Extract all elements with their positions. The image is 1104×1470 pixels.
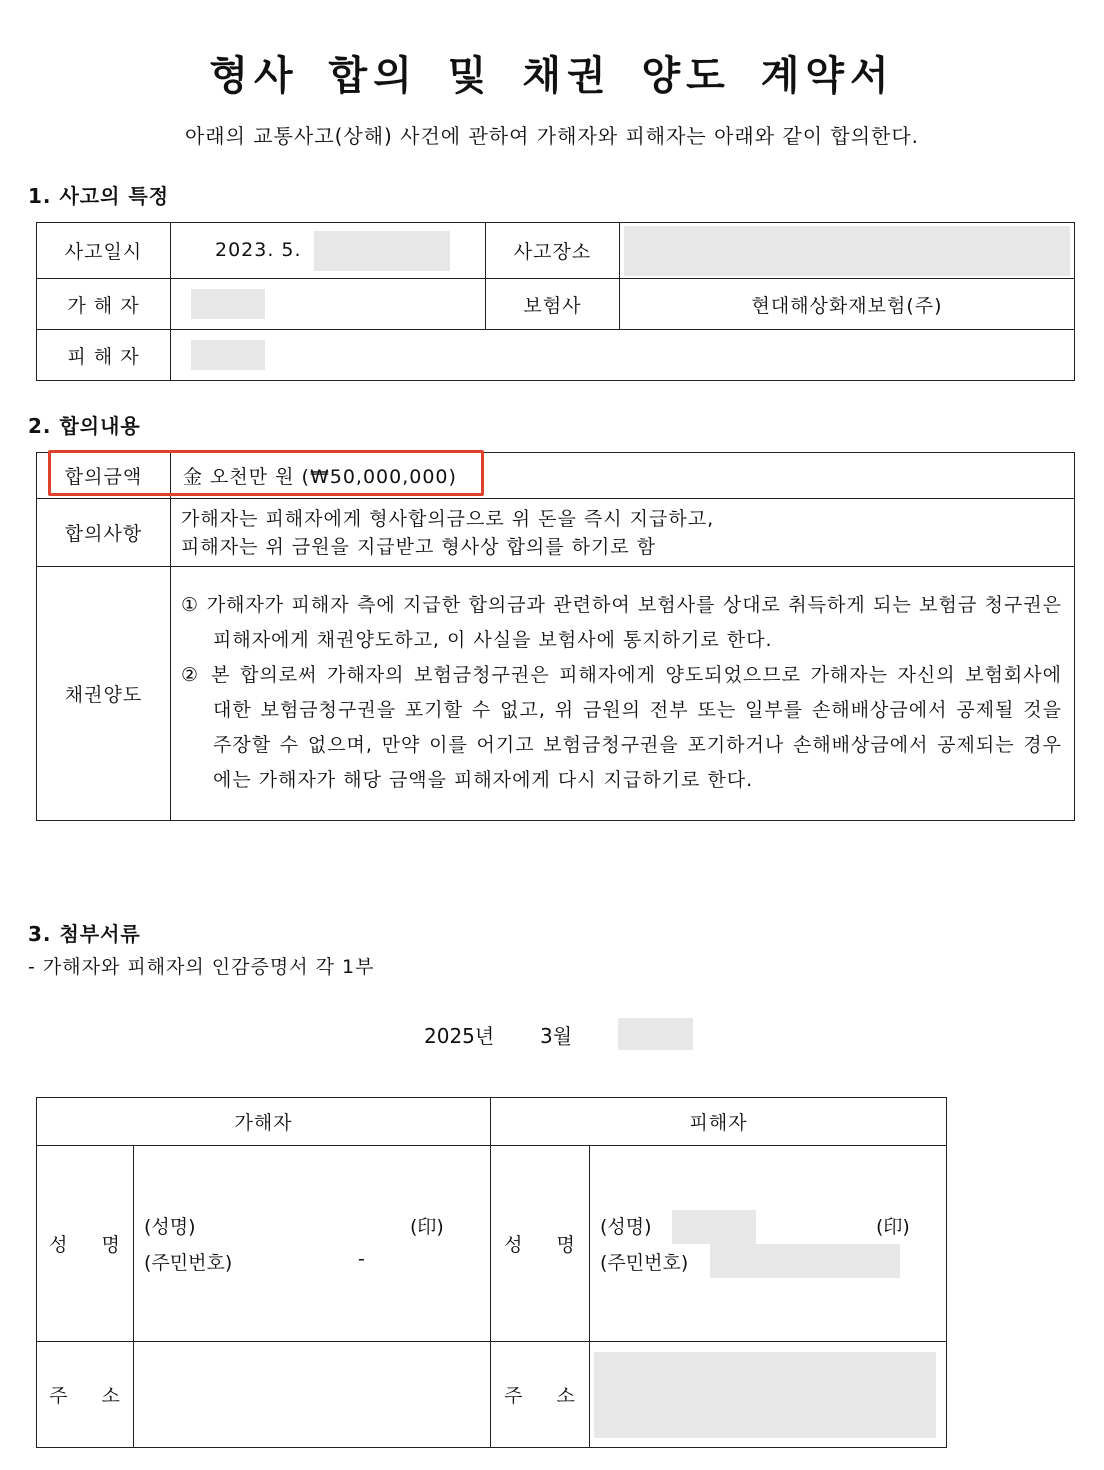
accident-date-cell <box>171 223 486 279</box>
accident-place-cell <box>620 223 1075 279</box>
perpetrator-id-field: (주민번호) <box>144 1252 233 1274</box>
terms-line-1: 가해자는 피해자에게 형사합의금으로 위 돈을 즉시 지급하고, <box>181 507 715 530</box>
redacted-date <box>314 231 450 271</box>
perpetrator-name-field: (성명) <box>144 1216 196 1238</box>
perpetrator-header: 가해자 <box>37 1098 491 1146</box>
date-year: 2025년 <box>424 1024 495 1048</box>
intro-text: 아래의 교통사고(상해) 사건에 관하여 가해자와 피해자는 아래와 같이 합의한다. <box>184 124 920 148</box>
victim-name-label: 성 명 <box>491 1146 590 1342</box>
perpetrator-cell <box>171 279 486 330</box>
signature-table <box>36 1097 947 1448</box>
insurer-value: 현대해상화재보험(주) <box>620 279 1075 330</box>
amount-highlight-box <box>48 450 484 496</box>
date-month: 3월 <box>540 1024 573 1048</box>
redacted-victim-id <box>710 1244 900 1278</box>
agreement-table <box>36 452 1075 821</box>
assignment-item-2: ② 본 합의로써 가해자의 보험금청구권은 피해자에게 양도되었으므로 가해자는 자신의 보험회사에 대한 보험금청구권을 포기할 수 없고, 위 금원의 전부 또는 일부를 손해배상금에서 공제될 것을 주장할 수 없으며, 만약 이를 어기고 보험금청구권을 포기하거나 손해배상금에서 공제되는 경우에는 가해자가 해당 금액을 피해자에게 다시 지급하기로 한다. <box>181 663 1062 791</box>
redacted-perpetrator <box>191 289 265 319</box>
redacted-place <box>624 226 1070 276</box>
perpetrator-label: 가 해 자 <box>37 279 171 330</box>
victim-name-cell <box>590 1146 947 1342</box>
section2-heading: 2. 합의내용 <box>28 414 141 438</box>
amount-label: 합의금액 <box>37 453 171 499</box>
victim-address-cell <box>590 1342 947 1448</box>
attachment-item: - 가해자와 피해자의 인감증명서 각 1부 <box>28 956 375 978</box>
perpetrator-name-label: 성 명 <box>37 1146 134 1342</box>
amount-value: 金 오천만 원 (₩50,000,000) <box>171 453 1075 499</box>
document-title: 형사 합의 및 채권 양도 계약서 <box>209 53 895 99</box>
redacted-victim-name <box>672 1210 756 1244</box>
assignment-label: 채권양도 <box>37 567 171 821</box>
perpetrator-name-cell <box>134 1146 491 1342</box>
assignment-item-1: ① 가해자가 피해자 측에 지급한 합의금과 관련하여 보험사를 상대로 취득하게 되는 보험금 청구권은 피해자에게 채권양도하고, 이 사실을 보험사에 통지하기로 한다. <box>181 593 1062 651</box>
perpetrator-seal: (印) <box>410 1216 444 1238</box>
insurer-label: 보험사 <box>486 279 620 330</box>
perpetrator-address-label: 주 소 <box>37 1342 134 1448</box>
victim-cell <box>171 330 1075 381</box>
victim-header: 피해자 <box>491 1098 947 1146</box>
accident-date-value: 2023. 5. <box>215 239 302 261</box>
section3-heading: 3. 첨부서류 <box>28 922 141 946</box>
terms-label: 합의사항 <box>37 499 171 567</box>
victim-seal: (印) <box>876 1216 910 1238</box>
section1-heading: 1. 사고의 특정 <box>28 184 170 208</box>
accident-table <box>36 222 1075 381</box>
terms-cell <box>171 499 1075 567</box>
redacted-day <box>618 1018 693 1050</box>
victim-id-field: (주민번호) <box>600 1252 689 1274</box>
redacted-victim <box>191 340 265 370</box>
assignment-cell <box>171 567 1075 821</box>
victim-address-label: 주 소 <box>491 1342 590 1448</box>
redacted-victim-address <box>594 1352 936 1438</box>
accident-date-label: 사고일시 <box>37 223 171 279</box>
victim-name-field: (성명) <box>600 1216 652 1238</box>
accident-place-label: 사고장소 <box>486 223 620 279</box>
terms-line-2: 피해자는 위 금원을 지급받고 형사상 합의를 하기로 함 <box>181 535 657 558</box>
victim-label: 피 해 자 <box>37 330 171 381</box>
perpetrator-address-cell <box>134 1342 491 1448</box>
perpetrator-id-dash: - <box>358 1248 365 1270</box>
